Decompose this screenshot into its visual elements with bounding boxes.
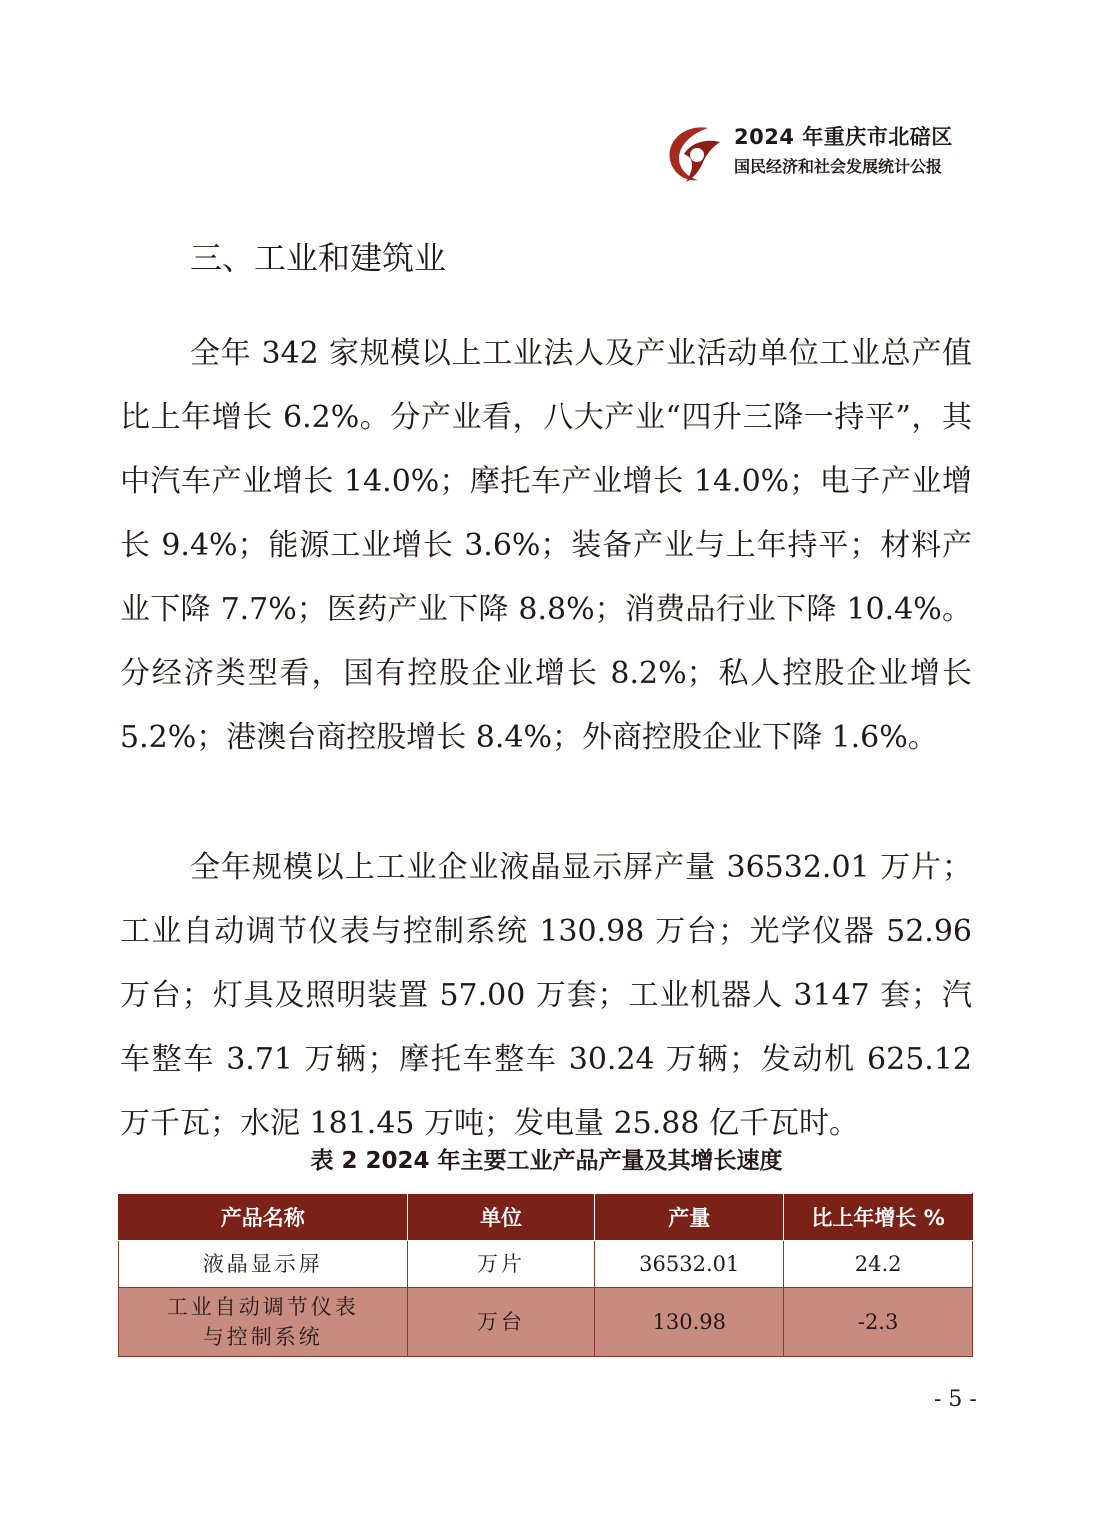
column-header-output: 产量 bbox=[595, 1194, 784, 1241]
product-name-line: 与控制系统 bbox=[202, 1325, 323, 1349]
paragraph-industry-output: 全年 342 家规模以上工业法人及产业活动单位工业总产值比上年增长 6.2%。分产业看，八大产业“四升三降一持平”，其中汽车产业增长 14.0%；摩托车产业增长 14.0%；电子产业增长 9.4%；能源工业增长 3.6%；装备产业与上年持平；材料产业下降 7.7%；医药产业下降 8.8%；消费品行业下降 10.4%。分经济类型看，国有控股企业增长 8.2%；私人控股企业增长 5.2%；港澳台商控股增长 8.4%；外商控股企业下降 1.6%。 bbox=[120, 336, 972, 755]
cell-growth: -2.3 bbox=[784, 1288, 973, 1357]
cell-product-name bbox=[119, 1241, 408, 1288]
cell-unit bbox=[407, 1241, 595, 1288]
table-header-row bbox=[119, 1194, 973, 1241]
section-heading: 三、工业和建筑业 bbox=[190, 239, 447, 277]
table-title: 表 2 2024 年主要工业产品产量及其增长速度 bbox=[310, 1148, 783, 1174]
product-name-line: 液晶显示屏 bbox=[202, 1252, 323, 1276]
cell-product-name bbox=[119, 1288, 408, 1357]
report-subtitle: 国民经济和社会发展统计公报 bbox=[734, 157, 943, 176]
table-row bbox=[119, 1241, 973, 1288]
column-header-unit: 单位 bbox=[407, 1194, 595, 1241]
unit-text: 万片 bbox=[476, 1252, 525, 1276]
cell-growth: 24.2 bbox=[784, 1241, 973, 1288]
page-number: - 5 - bbox=[934, 1387, 977, 1412]
cell-unit bbox=[407, 1288, 595, 1357]
report-header bbox=[664, 118, 994, 186]
table-row bbox=[119, 1288, 973, 1357]
product-name-line: 工业自动调节仪表 bbox=[166, 1295, 359, 1319]
cell-output: 36532.01 bbox=[595, 1241, 784, 1288]
paragraph-product-output: 全年规模以上工业企业液晶显示屏产量 36532.01 万片；工业自动调节仪表与控制系统 130.98 万台；光学仪器 52.96 万台；灯具及照明装置 57.00 万套；工业机器人 3147 套；汽车整车 3.71 万辆；摩托车整车 30.24 万辆；发动机 625.12 万千瓦；水泥 181.45 万吨；发电量 25.88 亿千瓦时。 bbox=[120, 850, 972, 1141]
report-title: 2024 年重庆市北碚区 bbox=[734, 125, 953, 149]
column-header-growth: 比上年增长 % bbox=[784, 1194, 973, 1241]
column-header-product: 产品名称 bbox=[119, 1194, 408, 1241]
cell-output: 130.98 bbox=[595, 1288, 784, 1357]
unit-text: 万台 bbox=[476, 1310, 525, 1334]
industrial-products-table bbox=[118, 1193, 973, 1357]
statistics-bureau-logo-icon bbox=[664, 122, 726, 184]
